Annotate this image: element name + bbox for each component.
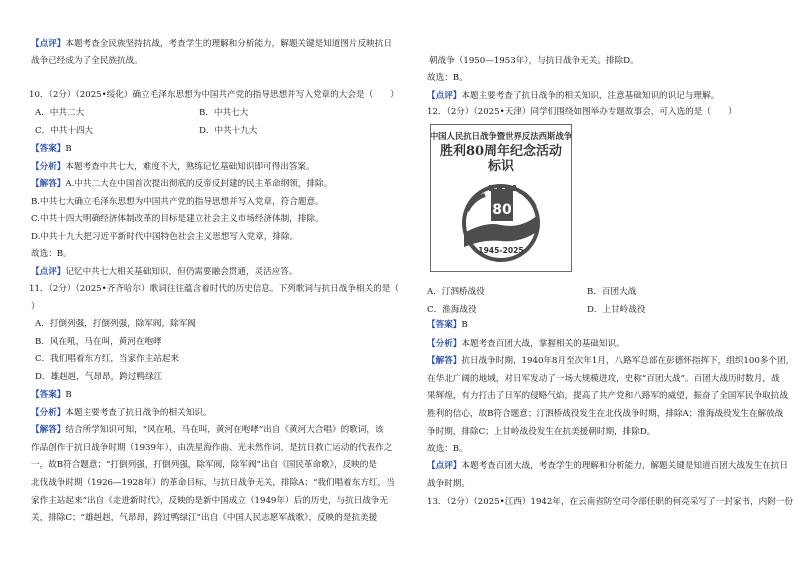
- right-line: [427, 72, 468, 84]
- right-line: [427, 355, 794, 367]
- left-line: [29, 89, 399, 101]
- line-text: 10．（2分）（2025•绥化）确立毛泽东思想为中国共产党的指导思想并写入党章的大会是（ ）: [29, 90, 399, 100]
- line-text: B: [461, 320, 468, 330]
- section-tag: 【答案】: [427, 320, 462, 330]
- left-line: [31, 248, 72, 260]
- left-line: [31, 55, 143, 67]
- q11-option: [35, 318, 196, 330]
- line-text: 11．（2分）（2025•齐齐哈尔）歌词往往蕴含着时代的历史信息。下列歌词与抗日战争相关的是（: [29, 284, 399, 294]
- left-line: [31, 424, 384, 436]
- svg-text:胜利80周年纪念活动: 胜利80周年纪念活动: [439, 144, 563, 159]
- line-text: 本题考查百团大战，掌握相关的基础知识。: [461, 339, 625, 349]
- section-tag: 【答案】: [31, 390, 66, 400]
- line-text: 在华北广阔的地域，对日军发动了一场大规模进攻，史称“百团大战”。百团大战历时数月，战: [427, 374, 780, 384]
- svg-text:80: 80: [492, 202, 512, 218]
- section-tag: 【点评】: [427, 91, 462, 101]
- line-text: 故选：B。: [427, 444, 468, 454]
- right-line: [429, 55, 639, 67]
- q12-option: B．百团大战: [587, 287, 637, 297]
- line-text: 争时期，排除C；上甘岭战役发生在抗美援朝时期，排除D。: [427, 427, 656, 437]
- left-line: [31, 231, 298, 243]
- section-tag: 【答案】: [31, 144, 66, 154]
- line-text: 本题主要考查了抗日战争的相关知识。: [65, 408, 212, 418]
- line-text: 战争已经成为了全民族抗战。: [31, 56, 143, 66]
- line-text: 故选：B。: [427, 73, 468, 83]
- line-text: ）: [31, 302, 40, 312]
- line-text: B: [65, 390, 72, 400]
- line-text: 战争时期。: [427, 479, 470, 489]
- right-line: [427, 408, 783, 420]
- svg-text:中国人民抗日战争暨世界反法西斯战争: 中国人民抗日战争暨世界反法西斯战争: [431, 131, 571, 141]
- line-text: 胜利的信心，故B符合题意；汀泗桥战役发生在北伐战争时期，排除A；淮海战役发生在解放战: [427, 409, 784, 419]
- line-text: 果辉煌，有力打击了日军的侵略气焰，提高了共产党和八路军的威望，振奋了全国军民争取抗战: [427, 391, 788, 401]
- section-tag: 【解答】: [31, 179, 66, 189]
- section-tag: 【解答】: [31, 425, 66, 435]
- left-line: [31, 442, 392, 454]
- line-text: A．打倒列强，打倒列强，除军阀，除军阀: [35, 319, 196, 329]
- left-line: [31, 196, 324, 208]
- left-line: [31, 477, 395, 489]
- left-line: [31, 266, 297, 278]
- line-text: 故选：B。: [31, 249, 72, 259]
- svg-text:标识: 标识: [487, 159, 515, 174]
- left-line: [31, 512, 377, 524]
- right-line: [427, 478, 470, 490]
- section-tag: 【点评】: [31, 267, 66, 277]
- logo-graphic: [431, 125, 571, 271]
- line-text: 13．（2分）（2025•江西）1942年，在云南省防空司令部任职的何亮采写了一封家书，内附一份: [427, 497, 793, 507]
- left-line: [31, 459, 377, 471]
- line-text: 本题考查全民族坚持抗战，考查学生的理解和分析能力，解题关键是知道图片反映抗日: [65, 39, 392, 49]
- line-text: 朝战争（1950—1953年），与抗日战争无关。排除D。: [429, 56, 639, 66]
- line-text: 本题主要考查了抗日战争的相关知识，注意基础知识的识记与理解。: [461, 91, 720, 101]
- section-tag: 【点评】: [31, 39, 66, 49]
- left-line: [31, 407, 212, 419]
- left-line: [31, 213, 324, 225]
- left-line: [31, 301, 40, 313]
- right-line: [427, 496, 793, 508]
- q11-option: [35, 353, 179, 365]
- left-line: [31, 143, 72, 155]
- left-line: [31, 38, 392, 50]
- left-line: [31, 178, 332, 190]
- left-line: [31, 161, 315, 173]
- line-text: C．我们唱着东方红，当家作主站起来: [35, 354, 180, 364]
- q11-option: [35, 336, 162, 348]
- left-line: [31, 389, 72, 401]
- q12-option: A．汀泗桥战役: [427, 287, 485, 297]
- line-text: 本题考查百团大战，考查学生的理解和分析能力，解题关键是知道百团大战发生在抗日: [461, 461, 788, 471]
- line-text: 一，故B符合题意；“打倒列强，打倒列强，除军阀，除军阀”出自《国民革命歌》，反映的是: [31, 460, 377, 470]
- right-line: [427, 443, 468, 455]
- section-tag: 【点评】: [427, 461, 462, 471]
- line-text: 本题考查中共七大，难度不大，熟练记忆基础知识即可得出答案。: [65, 162, 315, 172]
- commemorative-logo-image: [430, 124, 572, 272]
- right-line: [427, 90, 719, 102]
- line-text: 家作主站起来”出自《走进新时代》，反映的是新中国成立（1949年）后的历史，与抗日战争无: [31, 496, 389, 506]
- line-text: D．雄赳赳，气昂昂，跨过鸭绿江: [35, 372, 163, 382]
- q10-option: D．中共十九大: [199, 126, 258, 136]
- q12-option: D．上甘岭战役: [587, 305, 646, 315]
- line-text: A.中共二大在中国首次提出彻底的反帝反封建的民主革命纲领，排除。: [65, 179, 333, 189]
- right-line: [427, 338, 625, 350]
- line-text: B.中共七大确立毛泽东思想为中国共产党的指导思想并写入党章，符合题意。: [31, 197, 324, 207]
- line-text: 结合所学知识可知，“风在吼，马在叫，黄河在咆哮”出自《黄河大合唱》的歌词，该: [65, 425, 384, 435]
- section-tag: 【解答】: [427, 356, 462, 366]
- q10-option: A．中共二大: [35, 108, 85, 118]
- right-line: [427, 106, 737, 118]
- line-text: D.中共十九大把习近平新时代中国特色社会主义思想写入党章，排除。: [31, 232, 299, 242]
- section-tag: 【分析】: [31, 408, 66, 418]
- right-line: [427, 319, 468, 331]
- left-line: [31, 495, 388, 507]
- line-text: 抗日战争时期，1940年8月至次年1月，八路军总部在彭德怀指挥下，组织100多个团，: [461, 356, 795, 366]
- line-text: 北伐战争时期（1926—1928年）的革命目标，与抗日战争无关，排除A；“我们唱着东方红，当: [31, 478, 395, 488]
- line-text: 记忆中共七大相关基础知识，但仍需要融会贯通，灵活应答。: [65, 267, 298, 277]
- right-line: [427, 390, 788, 402]
- svg-text:1945-2025: 1945-2025: [478, 246, 524, 255]
- section-tag: 【分析】: [31, 162, 66, 172]
- q10-option: B．中共七大: [199, 108, 249, 118]
- line-text: C.中共十四大明确经济体制改革的目标是建立社会主义市场经济体制，排除。: [31, 214, 324, 224]
- right-line: [427, 460, 788, 472]
- q10-option: C．中共十四大: [35, 126, 94, 136]
- line-text: 关，排除C；“雄赳赳，气昂昂，跨过鸭绿江”出自《中国人民志愿军战歌》，反映的是抗美援: [31, 513, 378, 523]
- section-tag: 【分析】: [427, 339, 462, 349]
- line-text: 作品创作于抗日战争时期（1939年），由冼星海作曲、光未然作词，是抗日救亡运动的代表作之: [31, 443, 393, 453]
- q11-option: [35, 371, 162, 383]
- right-line: [427, 373, 780, 385]
- q12-option: C．淮海战役: [427, 305, 477, 315]
- left-line: [29, 283, 399, 295]
- line-text: B: [65, 144, 72, 154]
- line-text: B．风在吼，马在叫，黄河在咆哮: [35, 337, 162, 347]
- line-text: 12．（2分）（2025•天津）同学们围绕如图举办专题故事会，可入选的是（ ）: [427, 107, 737, 117]
- right-line: [427, 426, 655, 438]
